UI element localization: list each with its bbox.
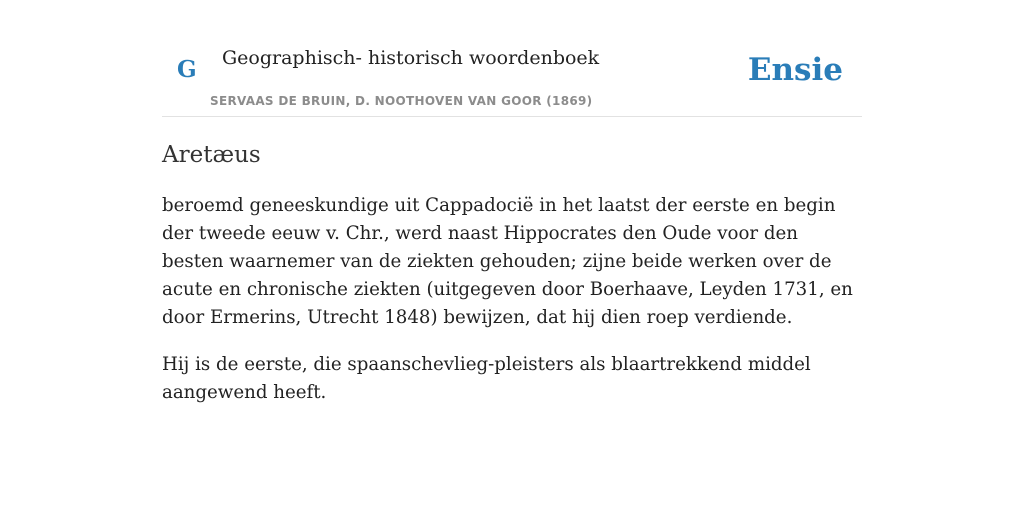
book-header bbox=[162, 0, 862, 117]
book-author: SERVAAS DE BRUIN, D. NOOTHOVEN VAN GOOR (1869) bbox=[210, 94, 593, 108]
entry-body bbox=[162, 192, 862, 426]
book-title-link[interactable]: Geographisch- historisch woordenboek bbox=[222, 47, 600, 69]
entry-paragraph: Hij is de eerste, die spaanschevlieg-pleisters als blaartrekkend middel aangewend heeft. bbox=[162, 354, 811, 403]
book-logo-icon[interactable]: G bbox=[177, 56, 197, 83]
ensie-logo-link[interactable]: Ensie bbox=[747, 52, 843, 88]
entry-paragraph: beroemd geneeskundige uit Cappadocië in het laatst der eerste en begin der tweede eeuw v. Chr., werd naast Hippocrates den Oude voor den besten waarnemer van de ziekten gehouden; zijne beide werken over de acute en chronische ziekten (uitgegeven door Boerhaave, Leyden 1731, en door Ermerins, Utrecht 1848) bewijzen, dat hij dien roep verdiende. bbox=[162, 195, 853, 328]
entry-title: Aretæus bbox=[162, 142, 261, 168]
